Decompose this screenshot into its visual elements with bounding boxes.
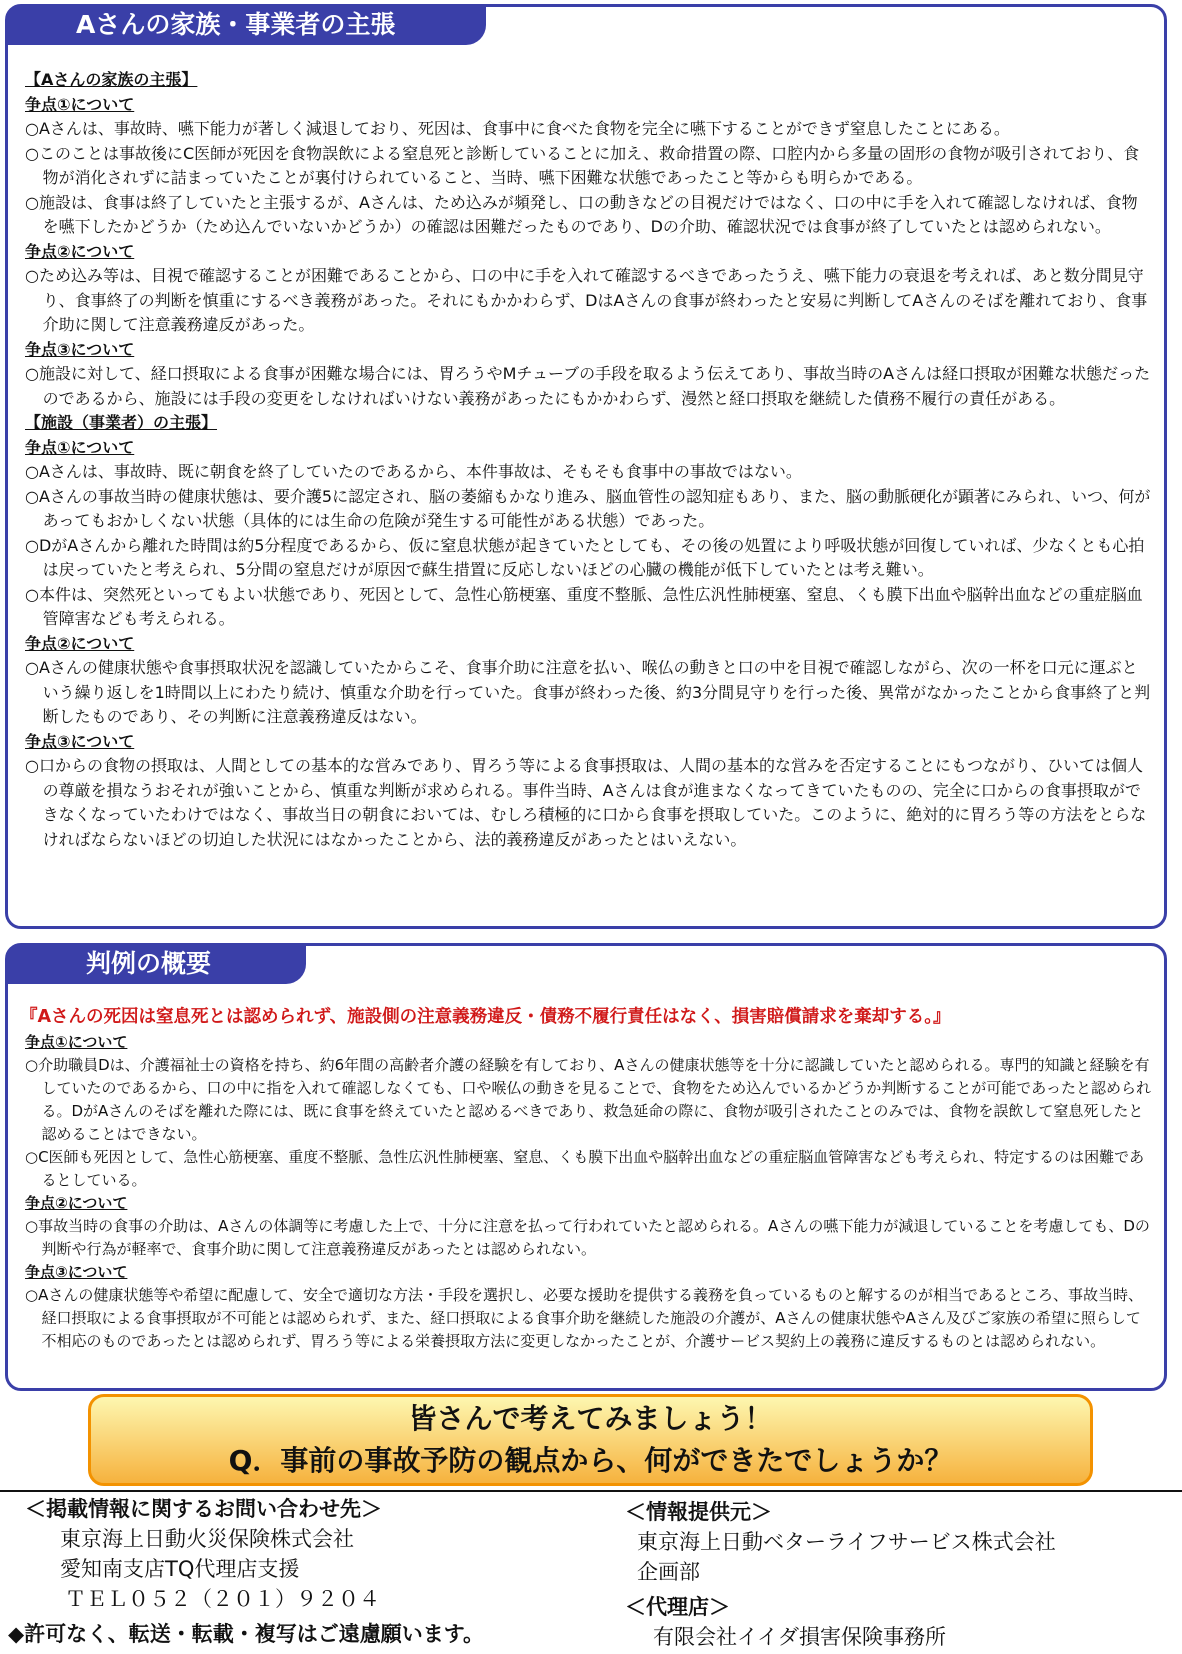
contact-company: 東京海上日動火災保険株式会社 xyxy=(60,1527,354,1551)
family-claims-heading: 【Aさんの家族の主張】 xyxy=(25,70,198,89)
claims-panel-title: Aさんの家族・事業者の主張 xyxy=(6,5,486,45)
footer-divider xyxy=(0,1490,1182,1492)
contact-branch: 愛知南支店TQ代理店支援 xyxy=(60,1557,300,1581)
issue-title: 争点①について xyxy=(25,94,135,114)
judgment-panel-body xyxy=(20,1003,1152,1353)
paragraph: ○DがAさんから離れた時間は約5分程度であるから、仮に窒息状態が起きていたとしても、その後の処置により呼吸状態が回復していれば、少なくとも心拍は戻っていたと考えられ、5分間の窒息だけが原因で蘇生措置に反応しないほどの心臓の機能が低下していたとは考え難い。 xyxy=(25,535,1145,579)
provider-info xyxy=(625,1497,1056,1587)
issue-title: 争点③について xyxy=(25,731,135,751)
paragraph: ○このことは事故後にC医師が死因を食物誤飲による窒息死と診断していることに加え、救命措置の際、口腔内から多量の固形の食物が吸引されており、食物が消化されずに詰まっていたことが裏付けられていること、当時、嚥下困難な状態であったこと等からも明らかである。 xyxy=(25,143,1140,187)
agency-info xyxy=(625,1592,946,1652)
paragraph: ○施設は、食事は終了していたと主張するが、Aさんは、ため込みが頻発し、口の動きなどの目視だけではなく、口の中に手を入れて確認しなければ、食物を嚥下したかどうか（ため込んでいないかどうか）の確認は困難だったものであり、Dの介助、確認状況では食事が終了していたとは認められない。 xyxy=(25,192,1138,236)
issue-block xyxy=(25,93,1152,240)
contact-phone: ＴＥＬ０５２（２０１）９２０４ xyxy=(65,1587,380,1611)
issue-block xyxy=(25,338,1152,412)
agency-name: 有限会社イイダ損害保険事務所 xyxy=(653,1625,946,1649)
issue-block xyxy=(25,730,1152,853)
paragraph: ○本件は、突然死といってもよい状態であり、死因として、急性心筋梗塞、重度不整脈、急性広汎性肺梗塞、窒息、くも膜下出血や脳幹出血などの重症脳血管障害なども考えられる。 xyxy=(25,584,1143,628)
issue-title: 争点②について xyxy=(25,1194,128,1212)
issue-title: 争点②について xyxy=(25,633,135,653)
provider-company: 東京海上日動ベターライフサービス株式会社 xyxy=(637,1530,1056,1554)
discussion-callout xyxy=(88,1394,1093,1486)
paragraph: ○介助職員Dは、介護福祉士の資格を持ち、約6年間の高齢者介護の経験を有しており、Aさんの健康状態等を十分に認識していたと認められる。専門的知識と経験を有していたのであるから、口の中に指を入れて確認しなくても、口や喉仏の動きを見ることで、食物をため込んでいるかどうか判断することが可能であったと認められる。DがAさんのそばを離れた際には、既に食事を終えていたと認めるべきであり、救急延命の際に、食物が吸引されたことのみでは、食物を誤飲して窒息死したと認めることはできない。 xyxy=(25,1056,1152,1143)
provider-dept: 企画部 xyxy=(637,1560,700,1584)
contact-heading: ＜掲載情報に関するお問い合わせ先＞ xyxy=(25,1497,382,1521)
issue-title: 争点①について xyxy=(25,1033,128,1051)
claims-panel-body xyxy=(25,68,1152,852)
paragraph: ○Aさんは、事故時、既に朝食を終了していたのであるから、本件事故は、そもそも食事中の事故ではない。 xyxy=(25,462,802,481)
callout-question: Q．事前の事故予防の観点から、何ができたでしょうか？ xyxy=(228,1444,953,1477)
claims-panel xyxy=(5,4,1167,929)
issue-title: 争点①について xyxy=(25,437,135,457)
facility-claims-heading: 【施設（事業者）の主張】 xyxy=(25,413,218,432)
callout-heading: 皆さんで考えてみましょう！ xyxy=(408,1402,773,1435)
paragraph: ○Aさんは、事故時、嚥下能力が著しく減退しており、死因は、食事中に食べた食物を完全に嚥下することができず窒息したことにある。 xyxy=(25,119,1010,138)
issue-block xyxy=(25,1031,1152,1192)
issue-block xyxy=(25,240,1152,338)
paragraph: ○Aさんの健康状態等や希望に配慮して、安全で適切な方法・手段を選択し、必要な援助を提供する義務を負っているものと解するのが相当であるところ、事故当時、経口摂取による食事摂取が不可能とは認められず、また、経口摂取による食事介助を継続した施設の介護が、Aさんの健康状態やAさん及びご家族の希望に照らして不相応のものであったとは認められず、胃ろう等による栄養摂取方法に変更しなかったことが、介護サービス契約上の義務に違反するものとは認められない。 xyxy=(25,1286,1144,1350)
paragraph: ○ため込み等は、目視で確認することが困難であることから、口の中に手を入れて確認するべきであったうえ、嚥下能力の衰退を考えれば、あと数分間見守り、食事終了の判断を慎重にするべき義務があった。それにもかかわらず、DはAさんの食事が終わったと安易に判断してAさんのそばを離れており、食事介助に関して注意義務違反があった。 xyxy=(25,266,1148,334)
issue-block xyxy=(25,1192,1152,1261)
issue-title: 争点③について xyxy=(25,1263,128,1281)
paragraph: ○口からの食物の摂取は、人間としての基本的な営みであり、胃ろう等による食事摂取は、人間の基本的な営みを否定することにもつながり、ひいては個人の尊厳を損なうおそれが強いことから、慎重な判断が求められる。事件当時、Aさんは食が進まなくなってきていたものの、完全に口からの食事摂取ができなくなっていたわけではなく、事故当日の朝食においては、むしろ積極的に口から食事を摂取していた。このように、絶対的に胃ろう等の方法をとらなければならないほどの切迫した状況にはなかったことから、法的義務違反があったとはいえない。 xyxy=(25,756,1147,849)
issue-title: 争点②について xyxy=(25,241,135,261)
judgment-panel xyxy=(5,943,1167,1391)
copyright-notice xyxy=(8,1619,484,1649)
judgment-holding: 『Aさんの死因は窒息死とは認められず、施設側の注意義務違反・債務不履行責任はなく、損害賠償請求を棄却する。』 xyxy=(20,1007,951,1027)
contact-info xyxy=(25,1494,382,1614)
paragraph: ○施設に対して、経口摂取による食事が困難な場合には、胃ろうやMチューブの手段を取るよう伝えてあり、事故当時のAさんは経口摂取が困難な状態だったのであるから、施設には手段の変更をしなければいけない義務があったにもかかわらず、漫然と経口摂取を継続した債務不履行の責任がある。 xyxy=(25,364,1151,408)
agency-heading: ＜代理店＞ xyxy=(625,1595,730,1619)
issue-block xyxy=(25,1261,1152,1353)
issue-title: 争点③について xyxy=(25,339,135,359)
issue-block xyxy=(25,436,1152,632)
paragraph: ○Aさんの健康状態や食事摂取状況を認識していたからこそ、食事介助に注意を払い、喉仏の動きと口の中を目視で確認しながら、次の一杯を口元に運ぶという繰り返しを1時間以上にわたり続け、慎重な介助を行っていた。食事が終わった後、約3分間見守りを行った後、異常がなかったことから食事終了と判断したものであり、その判断に注意義務違反はない。 xyxy=(25,658,1151,726)
issue-block xyxy=(25,632,1152,730)
judgment-panel-title: 判例の概要 xyxy=(6,944,306,984)
paragraph: ○Aさんの事故当時の健康状態は、要介護5に認定され、脳の萎縮もかなり進み、脳血管性の認知症もあり、また、脳の動脈硬化が顕著にみられ、いつ、何があってもおかしくない状態（具体的には生命の危険が発生する可能性がある状態）であった。 xyxy=(25,486,1151,530)
notice-text: ◆許可なく、転送・転載・複写はご遠慮願います。 xyxy=(8,1622,485,1646)
provider-heading: ＜情報提供元＞ xyxy=(625,1500,772,1524)
paragraph: ○C医師も死因として、急性心筋梗塞、重度不整脈、急性広汎性肺梗塞、窒息、くも膜下出血や脳幹出血などの重症脳血管障害なども考えられ、特定するのは困難であるとしている。 xyxy=(25,1148,1145,1189)
paragraph: ○事故当時の食事の介助は、Aさんの体調等に考慮した上で、十分に注意を払って行われていたと認められる。Aさんの嚥下能力が減退していることを考慮しても、Dの判断や行為が軽率で、食事介助に関して注意義務違反があったとは認められない。 xyxy=(25,1217,1150,1258)
